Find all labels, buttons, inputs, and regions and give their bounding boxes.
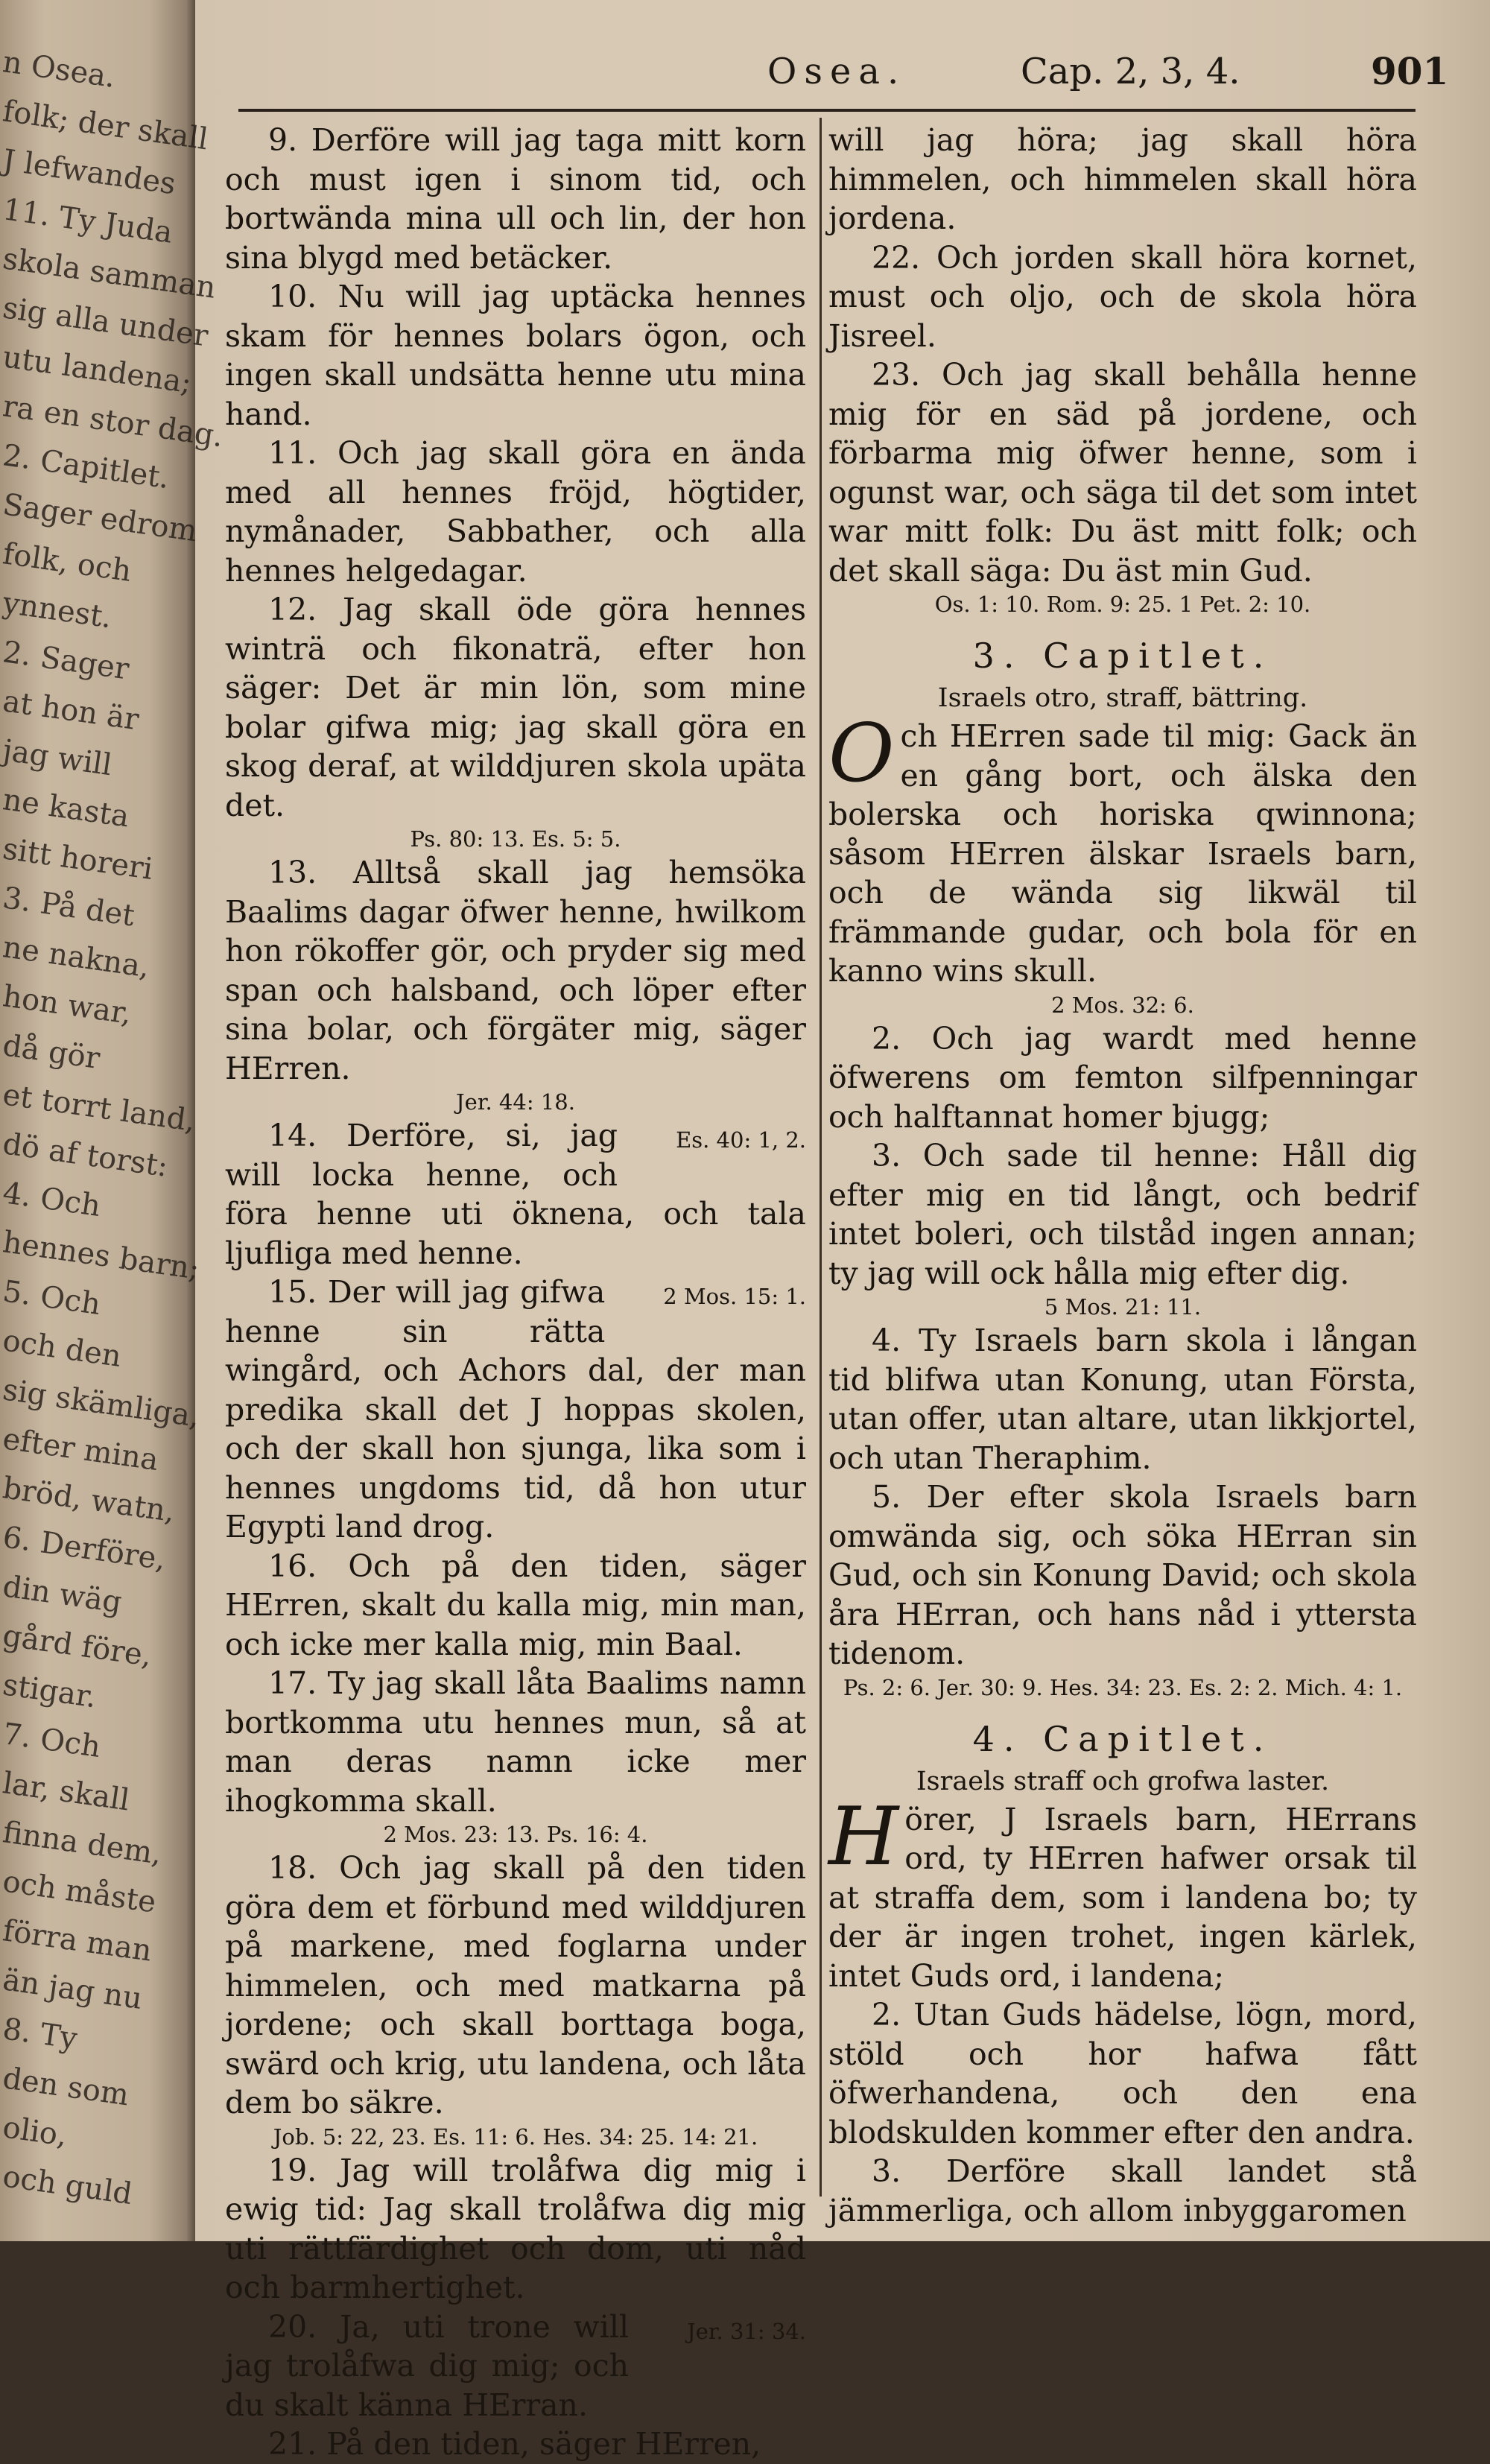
facing-page-line: olio, xyxy=(0,2110,69,2153)
facing-page-fragment xyxy=(0,0,226,2241)
verse: 13. Alltså skall jag hemsöka Baalims dagar öfwer henne, hwilkom hon rökoffer gör, och pryder sig med span och halsband, och löper efter sina bolar, och förgäter mig, säger HErren. xyxy=(225,855,806,1086)
facing-page-line: 6. Derföre, xyxy=(0,1520,168,1577)
cross-reference: 2 Mos. 23: 13. Ps. 16: 4. xyxy=(383,1822,648,1847)
facing-page-line: ne kasta xyxy=(0,782,132,834)
facing-page-line: J lefwandes xyxy=(0,143,178,202)
verse xyxy=(225,1273,806,1547)
verse: 11. Och jag skall göra en ända med all hennes fröjd, högtider, nymånader, Sabbather, och alla hennes helgedagar. xyxy=(225,435,806,589)
chapter-3-summary: Israels otro, straff, bättring. xyxy=(937,683,1308,713)
facing-page-line: än jag nu xyxy=(0,1963,145,2016)
facing-page-line: jag will xyxy=(0,733,114,783)
chapter-4-heading: 4. Capitlet. xyxy=(972,1718,1273,1759)
facing-page-line: skola samman xyxy=(0,241,218,305)
facing-page-line: folk; der skall xyxy=(0,94,210,157)
facing-page-line: ynnest. xyxy=(0,586,114,636)
chapter-4 xyxy=(828,1715,1417,2231)
column-divider xyxy=(820,118,822,2197)
verse: 16. Och på den tiden, säger HErren, skalt du kalla mig, min man, och icke mer kalla mig, min Baal. xyxy=(225,1548,806,1662)
facing-page-line: ne nakna, xyxy=(0,930,152,985)
facing-page-line: och den xyxy=(0,1323,124,1375)
inline-cross-reference: 2 Mos. 15: 1. xyxy=(663,1284,806,1309)
chapter-4-verse-1 xyxy=(828,1790,1417,1996)
verse: 12. Jag skall öde göra hennes winträ och fikonaträ, efter hon säger: Det är min lön, som mine bolar gifwa mig; jag skall göra en skog deraf, at wilddjuren skola upäta det. xyxy=(225,592,806,823)
verse: 22. Och jorden skall höra kornet, must och oljo, och de skola höra Jisreel. xyxy=(828,239,1417,354)
facing-page-line: 3. På det xyxy=(0,881,137,934)
facing-page-line: folk, och xyxy=(0,536,134,589)
facing-page-line: 7. Och xyxy=(0,1717,103,1765)
facing-page-line: och måste xyxy=(0,1864,159,1920)
verse: 19. Jag will trolåfwa dig mig i ewig tid: Jag skall trolåfwa dig mig uti rättfärdighet och dom, uti nåd och barmhertighet. xyxy=(225,2152,806,2305)
facing-page-line: et torrt land, xyxy=(0,1077,198,1139)
facing-page-line: lar, skall xyxy=(0,1766,132,1818)
facing-page-line: ra en stor dag. xyxy=(0,389,226,455)
facing-page-line: Sager edrom xyxy=(0,487,200,549)
facing-page-line: 4. Och xyxy=(0,1176,103,1224)
cross-reference: Job. 5: 22, 23. Es. 11: 6. Hes. 34: 25. 14: 21. xyxy=(273,2123,758,2150)
facing-page-line: hon war, xyxy=(0,979,134,1031)
facing-page-line: den som xyxy=(0,2061,131,2113)
verse: 3. Derföre skall landet stå jämmerliga, och allom inbyggaromen xyxy=(828,2153,1417,2229)
facing-page-line: at hon är xyxy=(0,684,142,738)
verse-text: 15. Der will jag gifwa henne sin rätta wingård, och Achors dal, der man predika skall det J hoppas skolen, och der skall hon sjunga, lika som i hennes ungdoms tid, då hon utur Egypti land drog. xyxy=(225,1274,806,1545)
cross-reference: Jer. 44: 18. xyxy=(456,1089,575,1115)
facing-page-line: förra man xyxy=(0,1913,154,1969)
verse: 9. Derföre will jag taga mitt korn och must igen i sinom tid, och bortwända mina ull och lin, der hon sina blygd med betäcker. xyxy=(225,122,806,276)
facing-page-line: 5. Och xyxy=(0,1274,103,1323)
verse: 2. Och jag wardt med henne öfwerens om femton silfpenningar och halftannat homer bjugg; xyxy=(828,1020,1417,1135)
header-rule xyxy=(238,109,1416,112)
chapter-2-end xyxy=(828,238,1417,619)
verse: 21. På den tiden, säger HErren, xyxy=(268,2426,761,2462)
facing-page-line: din wäg xyxy=(0,1569,124,1621)
facing-page-line: 2. Sager xyxy=(0,635,132,687)
chapter-3 xyxy=(828,632,1417,1702)
facing-page-line: dö af torst: xyxy=(0,1127,171,1184)
cross-reference: Ps. 2: 6. Jer. 30: 9. Hes. 34: 23. Es. 2: 2. Mich. 4: 1. xyxy=(843,1674,1403,1700)
facing-page-line: utu landena; xyxy=(0,340,194,401)
verse-text: 20. Ja, uti trone will jag trolåfwa dig mig; och du skalt känna HErran. xyxy=(225,2308,630,2423)
facing-page-line: 2. Capitlet. xyxy=(0,438,172,496)
verse: 3. Och sade til henne: Håll dig efter mig en tid långt, och bedrif intet boleri, och tilståd ingen annan; ty jag will ock hålla mig efter dig. xyxy=(828,1138,1417,1291)
facing-page-line: finna dem, xyxy=(0,1815,164,1872)
verse xyxy=(225,2308,806,2425)
verse-text: örer, J Israels barn, HErrans ord, ty HErren hafwer orsak til at straffa dem, som i landena bo; ty der är ingen trohet, ingen kärlek, intet Guds ord, i landena; xyxy=(828,1801,1417,1994)
verse xyxy=(225,1116,806,1273)
facing-page-line: då gör xyxy=(0,1028,102,1077)
facing-page-line: gård före, xyxy=(0,1618,154,1673)
verse: 4. Ty Israels barn skola i långan tid blifwa utan Konung, utan Första, utan offer, utan altare, utan likkjortel, och utan Theraphim. xyxy=(828,1323,1417,1476)
facing-page-line: efter mina xyxy=(0,1422,161,1478)
facing-page-line: stigar. xyxy=(0,1668,99,1715)
facing-page-line: sig skämliga, xyxy=(0,1372,202,1434)
running-title: Osea. xyxy=(767,51,907,92)
verse-text: 14. Derföre, si, jag will locka henne, och föra henne uti öknena, och tala ljufliga med henne. xyxy=(225,1118,806,1271)
verse: 5. Der efter skola Israels barn omwända sig, och söka HErran sin Gud, och sin Konung David; och skola åra HErran, och hans nåd i yttersta tidenom. xyxy=(828,1479,1417,1671)
facing-page-line: n Osea. xyxy=(0,45,118,95)
page-number: 901 xyxy=(1371,49,1449,93)
inline-cross-reference: Es. 40: 1, 2. xyxy=(676,1127,806,1153)
verse: 18. Och jag skall på den tiden göra dem et förbund med wilddjuren på markene, med foglarna under himmelen, och med matkarna på jordene; och skall borttaga boga, swärd och krig, utu landena, och låta dem bo säkre. xyxy=(225,1850,806,2121)
chapter-3-verse-1 xyxy=(828,707,1417,991)
facing-page-line: 8. Ty xyxy=(0,2012,80,2056)
cross-reference: 5 Mos. 21: 11. xyxy=(1044,1294,1202,1320)
facing-page-line: sig alla under xyxy=(0,291,211,354)
verse: 17. Ty jag skall låta Baalims namn bortkomma utu hennes mun, så at man deras namn icke mer ihogkomma skall. xyxy=(225,1665,806,1819)
facing-page-line: bröd, watn, xyxy=(0,1471,177,1530)
left-column xyxy=(225,121,806,2464)
verse: 10. Nu will jag uptäcka hennes skam för hennes bolars ögon, och ingen skall undsätta henne utu mina hand. xyxy=(225,279,806,432)
drop-cap: O xyxy=(828,707,895,800)
verse-text: ch HErren sade til mig: Gack än en gång bort, och älska den bolerska och horiska qwinnona; såsom HErren älskar Israels barn, och de wända sig likwäl til främmande gudar, och bola för en kanno wins skull. xyxy=(828,718,1417,989)
cross-reference: 2 Mos. 32: 6. xyxy=(1051,992,1194,1018)
facing-page-line: och guld xyxy=(0,2159,135,2212)
chapter-4-verses xyxy=(828,1995,1417,2230)
facing-page-line: 11. Ty Juda xyxy=(0,192,175,250)
verse: 2. Utan Guds hädelse, lögn, mord, stöld och hor hafwa fått öfwerhandena, och den ena blodskulden kommer efter den andra. xyxy=(828,1997,1417,2150)
page-header xyxy=(224,43,1449,110)
chapter-reference: Cap. 2, 3, 4. xyxy=(1021,51,1240,92)
verse-continuation: will jag höra; jag skall höra himmelen, och himmelen skall höra jordena. xyxy=(828,122,1417,236)
cross-reference: Ps. 80: 13. Es. 5: 5. xyxy=(410,826,621,852)
facing-page-line: hennes barn; xyxy=(0,1225,202,1287)
chapter-3-heading: 3. Capitlet. xyxy=(972,636,1273,676)
chapter-4-summary: Israels straff och grofwa laster. xyxy=(916,1766,1330,1796)
right-column xyxy=(828,121,1417,2230)
verse: 23. Och jag skall behålla henne mig för en säd på jordene, och förbarma mig öfwer henne, som i ogunst war, och säga til det som intet war mitt folk: Du äst mitt folk; och det skall säga: Du äst min Gud. xyxy=(828,357,1417,589)
inline-cross-reference: Jer. 31: 34. xyxy=(687,2318,806,2344)
facing-page-line: sitt horeri xyxy=(0,832,155,887)
drop-cap: H xyxy=(828,1790,899,1884)
chapter-3-verses xyxy=(828,1019,1417,1702)
cross-reference: Os. 1: 10. Rom. 9: 25. 1 Pet. 2: 10. xyxy=(934,592,1311,617)
